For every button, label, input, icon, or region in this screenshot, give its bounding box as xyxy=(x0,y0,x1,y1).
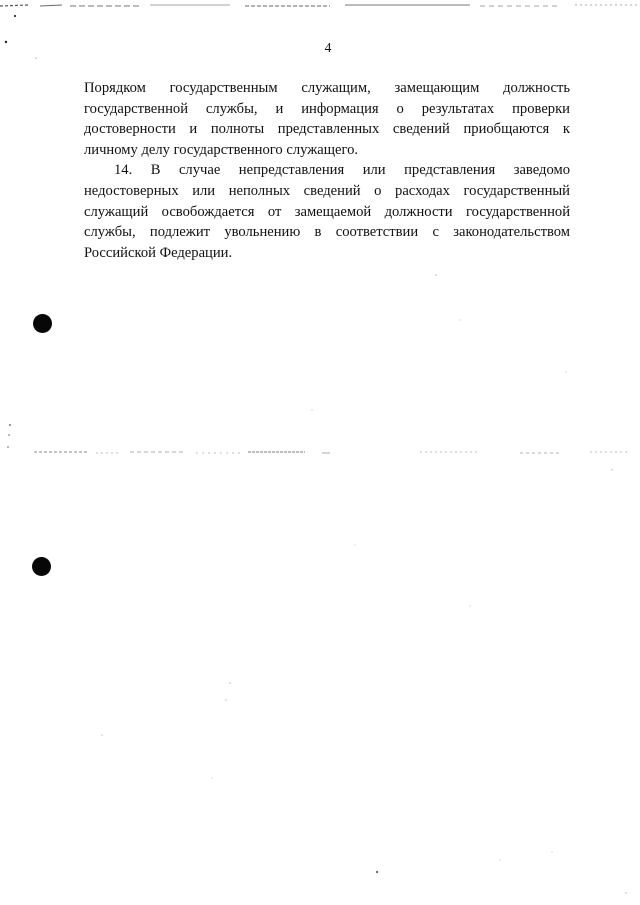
paragraph-continuation xyxy=(84,78,570,160)
punch-hole-mark xyxy=(33,314,52,333)
text-line: Порядком государственным служащим, замещающим должность xyxy=(84,80,570,96)
text-line: 14. В случае непредставления или представления заведомо xyxy=(114,162,570,179)
punch-hole-mark xyxy=(32,557,51,576)
text-line: службы, подлежит увольнению в соответствии с законодательством xyxy=(84,224,570,241)
scan-top-edge xyxy=(0,0,640,9)
text-line: недостоверных или неполных сведений о расходах государственный xyxy=(84,182,570,199)
text-line: государственной службы, и информация о результатах проверки xyxy=(84,100,570,117)
document-body xyxy=(84,78,570,263)
text-line: служащий освобождается от замещаемой должности государственной xyxy=(84,203,570,220)
text-line: личному делу государственного служащего. xyxy=(84,141,359,158)
scan-edge-marks xyxy=(0,4,640,9)
page-number: 4 xyxy=(324,40,332,55)
text-line: Российской Федерации. xyxy=(84,244,233,261)
text-line: достоверности и полноты представленных сведений приобщаются к xyxy=(84,121,570,138)
paragraph-14 xyxy=(84,160,570,263)
